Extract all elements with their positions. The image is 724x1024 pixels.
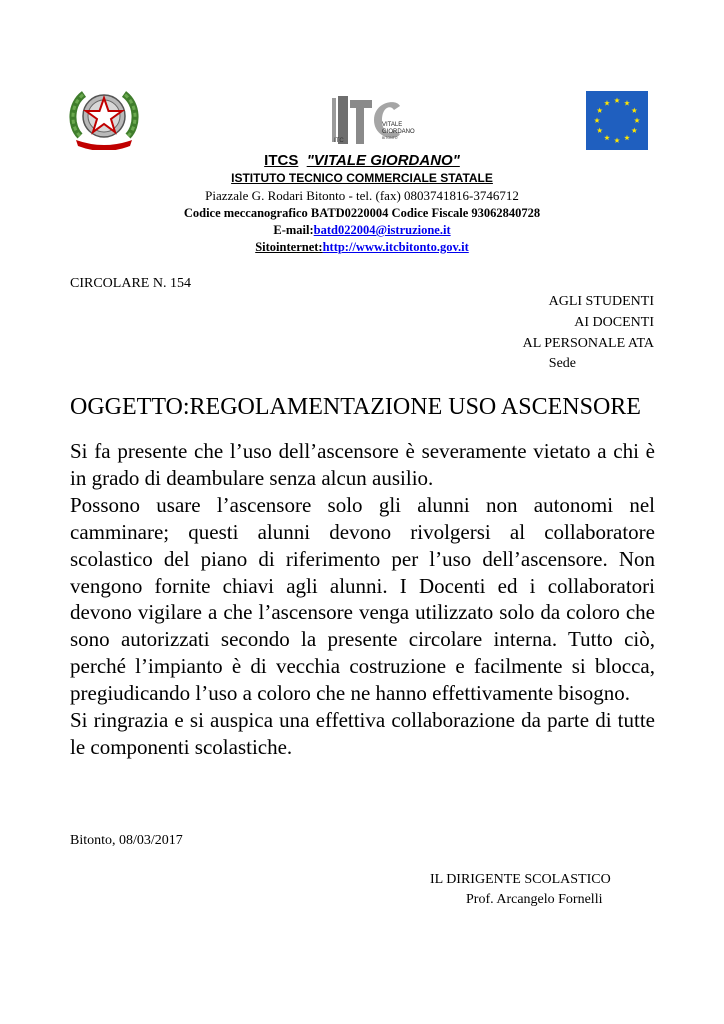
- itc-sub1: VITALE: [382, 122, 403, 128]
- recipient-teachers: AI DOCENTI: [574, 315, 654, 330]
- school-codes: Codice meccanografico BATD0220004 Codice Fiscale 93062840728: [183, 206, 541, 220]
- body-paragraph-3: Si ringrazia e si auspica una effettiva collaborazione da parte di tutte le componenti scolastiche.: [70, 708, 655, 759]
- signature-role: IL DIRIGENTE SCOLASTICO: [430, 872, 611, 887]
- school-title: [0, 152, 724, 170]
- itc-letters: ITC: [334, 138, 344, 144]
- itc-sub3: BITONTO: [382, 136, 398, 140]
- itc-school-logo: [330, 94, 420, 146]
- body-paragraph-1: Si fa presente che l’uso dell’ascensore è severamente vietato a chi è in grado di deambulare senza alcun ausilio.: [70, 439, 655, 490]
- eu-flag: [586, 91, 648, 150]
- email-line: [0, 222, 724, 238]
- signature-name: Prof. Arcangelo Fornelli: [466, 892, 603, 907]
- email-link[interactable]: batd022004@istruzione.it: [313, 223, 451, 237]
- body-paragraph-2: Possono usare l’ascensore solo gli alunni non autonomi nel camminare; questi alunni devono rivolgersi al collaboratore scolastico del piano di riferimento per l’uso dell’ascensore. Non vengono fornite chiavi agli alunni. I Docenti ed i collaboratori devono vigilare a che l’ascensore venga utilizzato solo da coloro che sono autorizzati secondo la presente circolare interna. Tutto ciò, perché l’impianto è di vecchia costruzione e facilmente si blocca, pregiudicando l’uso a coloro che ne hanno effettivamente bisogno.: [70, 492, 655, 706]
- recipient-students: AGLI STUDENTI: [548, 294, 654, 309]
- website-line: [0, 239, 724, 255]
- school-address: Piazzale G. Rodari Bitonto - tel. (fax) 0803741816-3746712: [205, 188, 519, 203]
- site-label: Sitointernet:: [255, 240, 323, 254]
- italian-republic-emblem: [66, 86, 142, 150]
- subject-line: OGGETTO:REGOLAMENTAZIONE USO ASCENSORE: [70, 394, 641, 420]
- document-date: Bitonto, 08/03/2017: [70, 833, 183, 848]
- school-name: "VITALE GIORDANO": [306, 152, 460, 169]
- email-label: E-mail:: [273, 223, 314, 237]
- circular-number: CIRCOLARE N. 154: [70, 276, 191, 291]
- itcs-prefix: ITCS: [264, 152, 299, 169]
- recipient-sede: Sede: [548, 356, 576, 371]
- circular-body: [70, 438, 655, 761]
- institute-name: ISTITUTO TECNICO COMMERCIALE STATALE: [231, 171, 493, 185]
- recipient-ata-staff: AL PERSONALE ATA: [522, 336, 654, 351]
- website-link[interactable]: http://www.itcbitonto.gov.it: [322, 240, 469, 254]
- itc-sub2: GIORDANO: [382, 129, 415, 135]
